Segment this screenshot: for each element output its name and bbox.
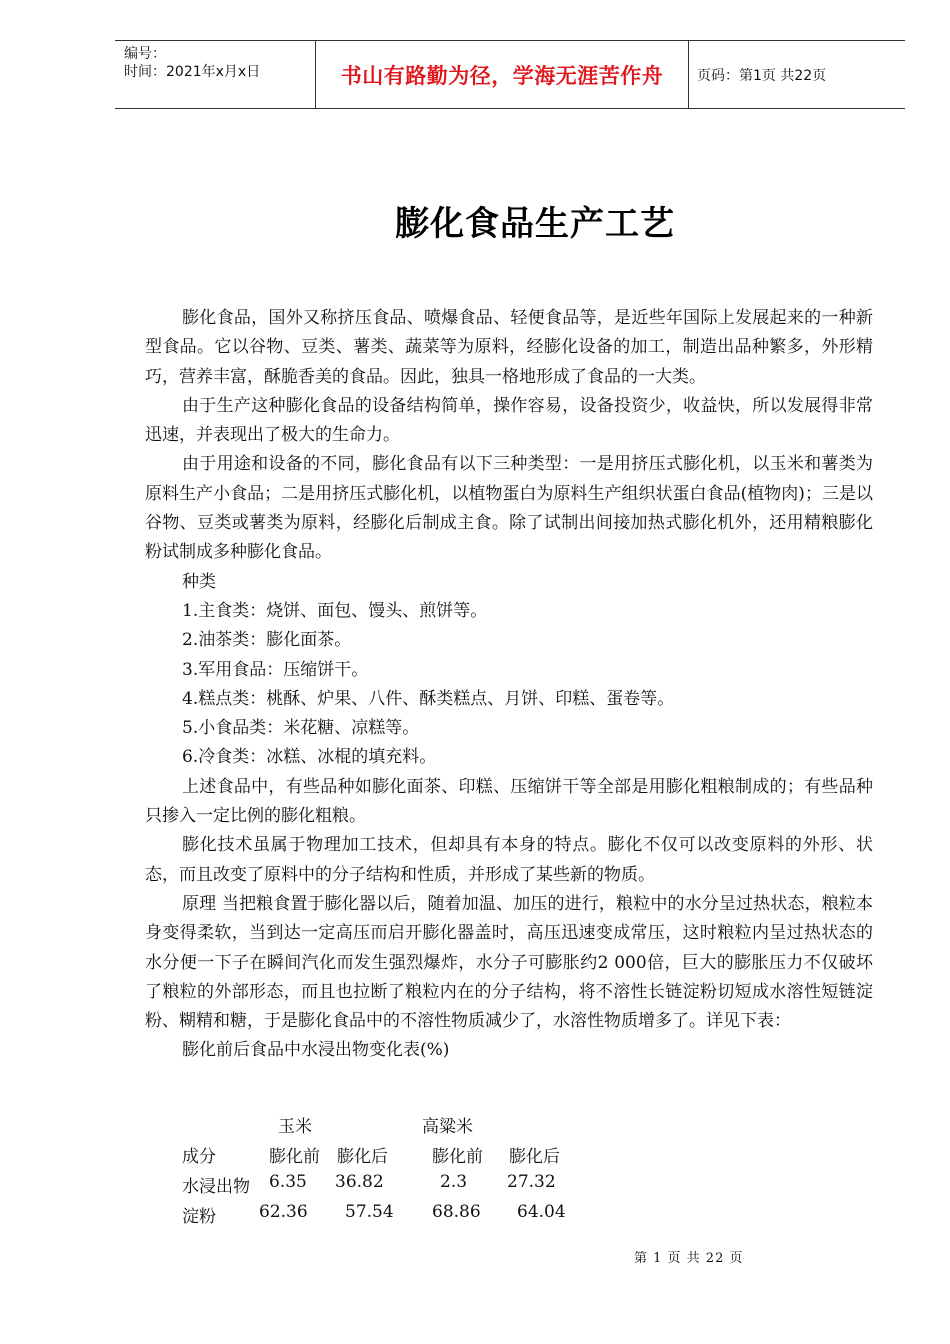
table-cell: 62.36 [259,1202,308,1222]
table-cell: 2.3 [440,1172,468,1192]
paragraph-technology: 膨化技术虽属于物理加工技术，但却具有本身的特点。膨化不仅可以改变原料的外形、状态，而且改变了原料中的分子结构和性质，并形成了某些新的物质。 [145,835,873,885]
list-item: 4.糕点类：桃酥、炉果、八件、酥类糕点、月饼、印糕、蛋卷等。 [182,688,675,709]
table-group-sorghum: 高粱米 [422,1117,473,1137]
table-row-name: 水浸出物 [182,1177,250,1197]
paragraph-principle: 原理 当把粮食置于膨化器以后，随着加温、加压的进行，粮粒中的水分呈过热状态，粮粒本身变得柔软，当到达一定高压而启开膨化器盖时，高压迅速变成常压，这时粮粒内呈过热状态的水分便一下子在瞬间汽化而发生强烈爆炸，水分子可膨胀约2 000倍，巨大的膨胀压力不仅破坏了粮粒的外部形态，而且也拉断了粮粒内在的分子结构，将不溶性长链淀粉切短成水溶性短链淀粉、糊精和糖，于是膨化食品中的不溶性物质减少了，水溶性物质增多了。详见下表： [145,893,873,1032]
header-meta [115,41,315,108]
list-item: 6.冷食类：冰糕、冰棍的填充料。 [182,747,437,768]
page-header [115,40,905,109]
table-group-corn: 玉米 [278,1117,312,1137]
paragraph-development: 由于生产这种膨化食品的设备结构简单，操作容易，设备投资少，收益快，所以发展得非常迅速，并表现出了极大的生命力。 [145,395,873,446]
paragraph-types: 由于用途和设备的不同，膨化食品有以下三种类型：一是用挤压式膨化机，以玉米和薯类为原料生产小食品；二是用挤压式膨化机，以植物蛋白为原料生产组织状蛋白食品(植物肉)；三是以谷物、豆类或薯类为原料，经膨化后制成主食。除了试制出间接加热式膨化机外，还用精粮膨化粉试制成多种膨化食品。 [145,454,873,563]
list-item: 5.小食品类：米花糖、凉糕等。 [182,718,420,739]
table-row-name: 淀粉 [182,1207,216,1227]
header-page-number: 页码：第1页 共22页 [697,67,827,84]
table-cell: 64.04 [517,1202,566,1222]
paragraph-intro: 膨化食品，国外又称挤压食品、喷爆食品、轻便食品等，是近些年国际上发展起来的一种新型食品。它以谷物、豆类、薯类、蔬菜等为原料，经膨化设备的加工，制造出品种繁多，外形精巧，营养丰富，酥脆香美的食品。因此，独具一格地形成了食品的一大类。 [145,308,873,387]
table-header-after-corn: 膨化后 [337,1147,388,1167]
table-cell: 27.32 [507,1172,556,1192]
document-body [145,304,873,1066]
table-header-before-corn: 膨化前 [269,1147,320,1167]
list-item: 1.主食类：烧饼、面包、馒头、煎饼等。 [182,600,488,621]
table-header-after-sorghum: 膨化后 [509,1147,560,1167]
document-title: 膨化食品生产工艺 [395,204,675,244]
document-number-label: 编号： [124,46,166,62]
table-cell: 36.82 [335,1172,384,1192]
header-motto: 书山有路勤为径，学海无涯苦作舟 [315,41,689,108]
list-item: 2.油茶类：膨化面茶。 [182,630,352,651]
table-cell: 68.86 [432,1202,481,1222]
table-cell: 6.35 [269,1172,307,1192]
section-heading-categories: 种类 [182,571,216,592]
table-cell: 57.54 [345,1202,394,1222]
paragraph-summary: 上述食品中，有些品种如膨化面茶、印糕、压缩饼干等全部是用膨化粗粮制成的；有些品种只掺入一定比例的膨化粗粮。 [145,776,873,827]
list-item: 3.军用食品：压缩饼干。 [182,659,369,680]
table-caption: 膨化前后食品中水浸出物变化表(%) [182,1040,450,1061]
table-header-component: 成分 [182,1147,216,1167]
page-footer: 第 1 页 共 22 页 [634,1251,744,1266]
document-time-label: 时间：2021年x月x日 [124,64,261,80]
table-header-before-sorghum: 膨化前 [432,1147,483,1167]
